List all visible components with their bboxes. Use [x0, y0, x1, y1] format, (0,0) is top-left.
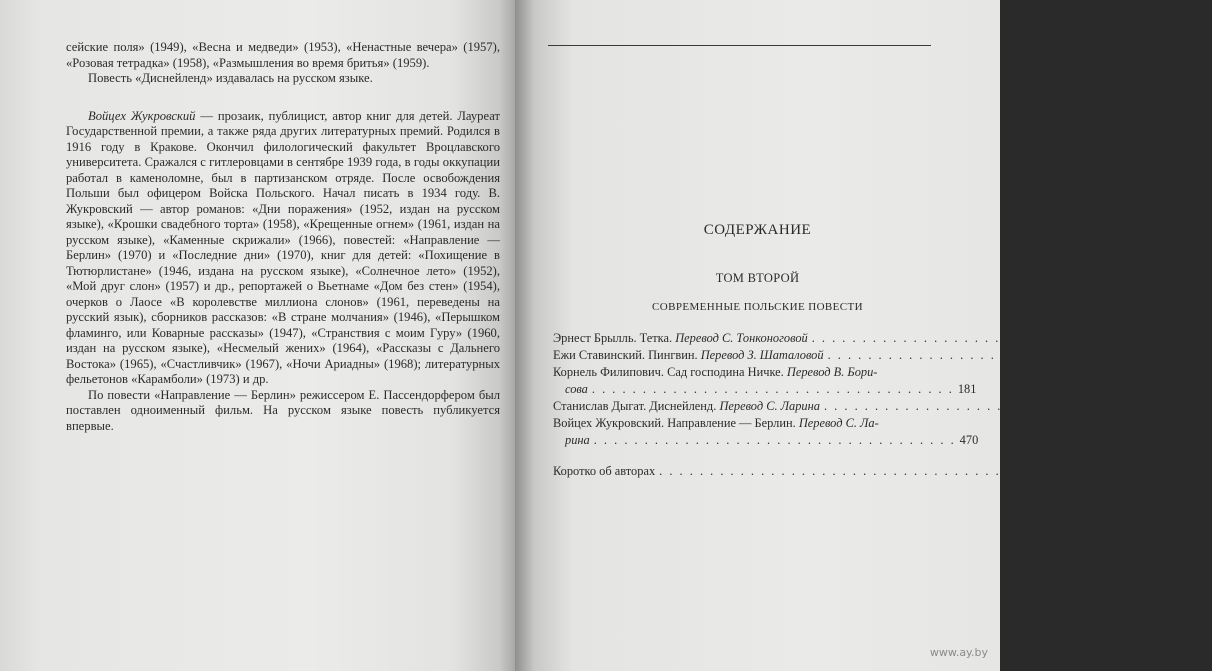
- toc-entry-translator: Перевод С. Ларина: [719, 399, 820, 413]
- toc-entry: [553, 330, 1184, 347]
- toc-entry-translator-cont: сова: [565, 382, 588, 396]
- header-rule: [548, 45, 931, 46]
- paragraph-film-note: По повести «Направление — Берлин» режиссером Е. Пассендорфером был поставлен одноименный фильм. На русском языке повесть публикуется впервые.: [66, 387, 500, 433]
- toc-entry-title: Коротко об авторах: [553, 464, 656, 478]
- toc-leader-dots: . . . . . . . . . . . . . . . . . . . . . . . . . . . . . . . . . . . .: [591, 382, 954, 396]
- section-heading: СОВРЕМЕННЫЕ ПОЛЬСКИЕ ПОВЕСТИ: [652, 301, 863, 313]
- left-text-column: [66, 40, 500, 434]
- toc-page-number: 470: [959, 433, 979, 447]
- toc-page-number: 102: [1193, 348, 1212, 362]
- toc-leader-dots: . . . . . . . . . . . . . . . . . . . . . . . . . . . . . . . . . . . .: [593, 433, 956, 447]
- table-of-contents: [553, 330, 1212, 480]
- toc-entry-translator-cont: рина: [565, 433, 590, 447]
- right-page: [515, 0, 1212, 671]
- toc-page-number: 562: [1025, 464, 1044, 478]
- paragraph-zhukrowski-bio: [66, 109, 500, 388]
- toc-page-number: 181: [957, 382, 977, 396]
- toc-page-number: 281: [1189, 399, 1209, 413]
- toc-leader-dots: . . . . . . . . . . . . . . . . . . . . . . . . . . . . . . . . . . . .: [659, 464, 1022, 478]
- toc-entry-continuation: [553, 381, 977, 398]
- watermark: www.ay.by: [929, 646, 988, 659]
- toc-entry-title: Станислав Дыгат. Диснейленд.: [553, 399, 720, 413]
- author-name: Войцех Жукровский: [88, 108, 196, 123]
- toc-leader-dots: . . . . . . . . . . . . . . . . . . . . . . . . . . . . . . . . . . . .: [827, 348, 1190, 362]
- toc-entry-title: Ежи Ставинский. Пингвин.: [553, 348, 701, 362]
- toc-leader-dots: . . . . . . . . . . . . . . . . . . . . . . . . . . . . . . . . . . . .: [823, 399, 1186, 413]
- toc-entry-translator: Перевод З. Шаталовой: [700, 348, 824, 362]
- volume-heading: ТОМ ВТОРОЙ: [715, 271, 800, 285]
- toc-page-number: 7: [1177, 331, 1184, 345]
- toc-entry-continuation: [553, 432, 979, 449]
- toc-entry: [553, 415, 969, 432]
- toc-entry-title: Эрнест Брылль. Тетка.: [553, 331, 676, 345]
- toc-entry-translator: Перевод В. Бори-: [786, 365, 878, 379]
- toc-leader-dots: . . . . . . . . . . . . . . . . . . . . . . . . . . . . . . . . . . . .: [811, 331, 1174, 345]
- toc-entry: [553, 364, 969, 381]
- toc-entry-title: Войцех Жукровский. Направление — Берлин.: [553, 416, 799, 430]
- toc-entry-translator: Перевод С. Ла-: [798, 416, 879, 430]
- toc-entry-about-authors: [553, 463, 1044, 480]
- toc-entry: [553, 347, 1212, 364]
- contents-heading: СОДЕРЖАНИЕ: [703, 222, 812, 238]
- left-page: [0, 0, 515, 671]
- toc-entry: [553, 398, 1209, 415]
- toc-entry-title: Корнель Филипович. Сад господина Ничке.: [553, 365, 787, 379]
- toc-entry-translator: Перевод С. Тонконоговой: [675, 331, 808, 345]
- bio-text: — прозаик, публицист, автор книг для детей. Лауреат Государственной премии, а также ряда других литературных премий. Родился в 1916 году в Кракове. Окончил филологический факультет Вроцлавского университета. Сражался с гитлеровцами в сентябре 1939 года, в годы оккупации работал в каменоломне, был в партизанском отряде. После освобождения Польши был офицером Войска Польского. Начал писать в 1934 году. В. Жукровский — автор романов: «Дни поражения» (1952, издан на русском языке), «Крошки свадебного торта» (1958), «Крещенные огнем» (1961, издан на русском языке), «Каменные скрижали» (1966), повестей: «Направление — Берлин» (1970) и «Последние дни» (1970), книг для детей: «Похищение в Тютюрлистане» (1946, издана на русском языке), «Солнечное лето» (1952), «Мой друг слон» (1957) и др., репортажей о Вьетнаме «Дом без стен» (1954), очерков о Лаосе «В королевстве миллиона слонов» (1961, переведены на русский язык), сборников рассказов: «В стране молчания» (1946), «Перышком фламинго, или Коварные рассказы» (1947), «Странствия с моим Гуру» (1960, издан на русском языке), «Несмелый жених» (1964), «Рассказы с Дальнего Востока» (1965), «Счастливчик» (1967), «Ночи Ариадны» (1968); литературных фельетонов «Карамболи» (1973) и др.: [66, 108, 500, 386]
- paragraph-works-end: сейские поля» (1949), «Весна и медведи» (1953), «Ненастные вечера» (1957), «Розовая тетрадка» (1958), «Размышления во время бритья» (1959).: [66, 40, 500, 70]
- paragraph-disneyland-note: Повесть «Диснейленд» издавалась на русском языке.: [88, 71, 373, 85]
